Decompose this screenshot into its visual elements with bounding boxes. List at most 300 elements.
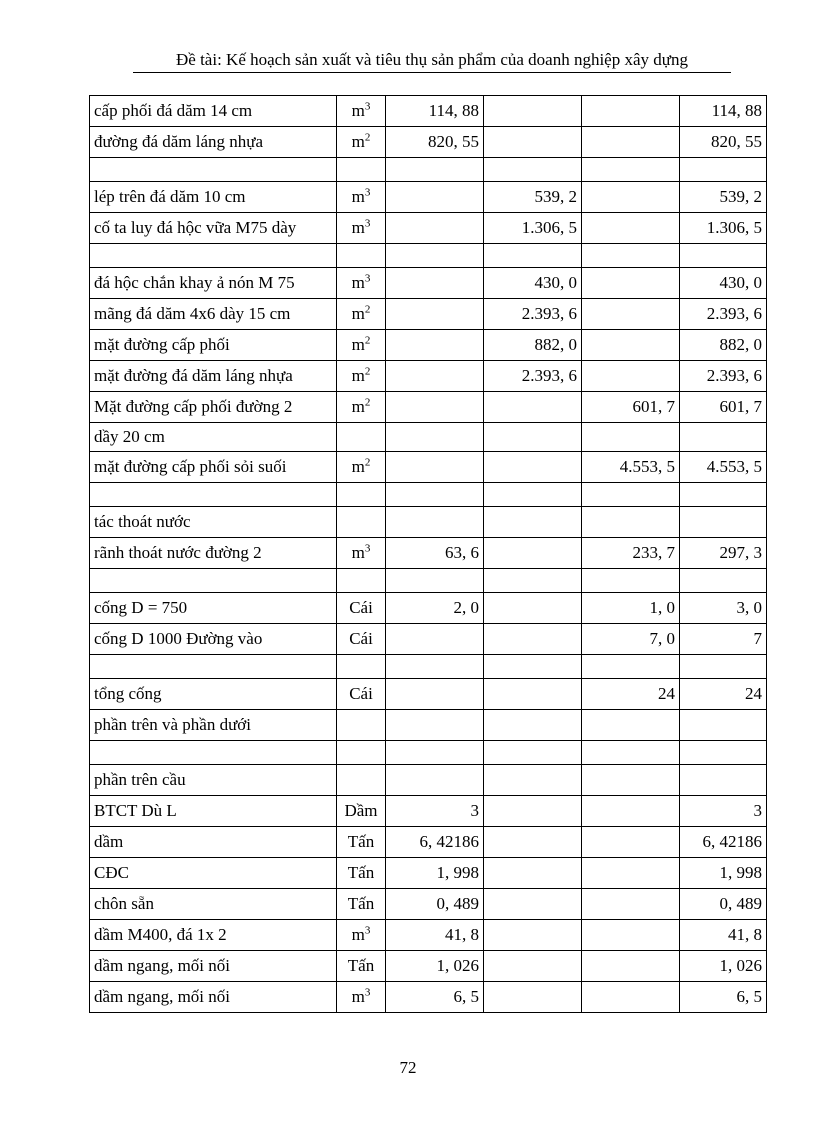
total-cell — [680, 655, 767, 679]
value-col1-cell — [386, 765, 484, 796]
unit-cell — [337, 483, 386, 507]
total-cell — [680, 920, 767, 951]
unit-cell — [337, 507, 386, 538]
value-col2-cell — [484, 213, 582, 244]
item-name-cell — [90, 796, 337, 827]
total-cell — [680, 452, 767, 483]
value-col1-cell — [386, 920, 484, 951]
value-col2-cell — [484, 330, 582, 361]
total-cell-text: 1.306, 5 — [706, 218, 762, 237]
item-name-cell — [90, 423, 337, 452]
value-col2-cell — [484, 679, 582, 710]
value-col3-cell — [582, 569, 680, 593]
unit-exponent: 3 — [364, 924, 371, 937]
unit-cell-text: m — [351, 457, 365, 476]
table-row — [90, 538, 767, 569]
unit-exponent: 3 — [364, 542, 371, 555]
total-cell-text: 882, 0 — [719, 335, 762, 354]
total-cell-text: 24 — [745, 684, 762, 703]
item-name-cell-text: tổng cống — [94, 684, 162, 703]
table-row — [90, 569, 767, 593]
item-name-cell-text: đá hộc chắn khay ả nón M 75 — [94, 273, 295, 292]
total-cell-text: 6, 42186 — [702, 832, 762, 851]
value-col2-cell — [484, 268, 582, 299]
total-cell — [680, 127, 767, 158]
total-cell — [680, 982, 767, 1013]
total-cell — [680, 624, 767, 655]
table-row — [90, 127, 767, 158]
value-col2-cell — [484, 765, 582, 796]
total-cell — [680, 741, 767, 765]
item-name-cell-text: phần trên cầu — [94, 770, 186, 789]
value-col1-cell — [386, 569, 484, 593]
value-col2-cell-text: 2.393, 6 — [521, 366, 577, 385]
unit-cell — [337, 889, 386, 920]
unit-cell-text: m — [351, 132, 365, 151]
item-name-cell — [90, 569, 337, 593]
value-col1-cell-text: 6, 5 — [453, 987, 479, 1006]
unit-cell — [337, 655, 386, 679]
value-col3-cell — [582, 330, 680, 361]
value-col1-cell — [386, 982, 484, 1013]
value-col3-cell — [582, 655, 680, 679]
value-col2-cell — [484, 182, 582, 213]
item-name-cell-text: đường đá dăm láng nhựa — [94, 132, 264, 151]
table-row — [90, 741, 767, 765]
table-row — [90, 213, 767, 244]
item-name-cell-text: dầm ngang, mối nối — [94, 987, 230, 1006]
unit-exponent: 2 — [364, 456, 371, 469]
unit-cell-text: Tấn — [347, 894, 375, 913]
value-col1-cell — [386, 361, 484, 392]
value-col3-cell-text: 601, 7 — [632, 397, 675, 416]
unit-cell — [337, 96, 386, 127]
page-header — [133, 48, 731, 73]
value-col2-cell — [484, 96, 582, 127]
total-cell — [680, 858, 767, 889]
value-col3-cell — [582, 593, 680, 624]
unit-cell — [337, 951, 386, 982]
item-name-cell-text: lép trên đá dăm 10 cm — [94, 187, 246, 206]
total-cell — [680, 392, 767, 423]
value-col1-cell — [386, 858, 484, 889]
unit-cell — [337, 624, 386, 655]
item-name-cell — [90, 982, 337, 1013]
unit-cell-text: Cái — [349, 598, 373, 617]
item-name-cell — [90, 96, 337, 127]
value-col3-cell — [582, 710, 680, 741]
value-col3-cell — [582, 423, 680, 452]
table-row — [90, 244, 767, 268]
item-name-cell-text: BTCT Dù L — [94, 801, 177, 820]
value-col1-cell — [386, 96, 484, 127]
table-row — [90, 982, 767, 1013]
value-col2-cell — [484, 483, 582, 507]
table-row — [90, 268, 767, 299]
item-name-cell-text: dầy 20 cm — [94, 427, 165, 446]
item-name-cell — [90, 483, 337, 507]
item-name-cell-text: dầm M400, đá 1x 2 — [94, 925, 227, 944]
item-name-cell-text: phần trên và phần dưới — [94, 715, 251, 734]
unit-exponent: 2 — [364, 334, 371, 347]
total-cell-text: 820, 55 — [711, 132, 762, 151]
unit-cell — [337, 569, 386, 593]
total-cell — [680, 593, 767, 624]
item-name-cell — [90, 741, 337, 765]
unit-cell — [337, 361, 386, 392]
unit-exponent: 2 — [364, 131, 371, 144]
unit-cell-text: Dầm — [344, 801, 378, 820]
unit-cell-text: Tấn — [347, 863, 375, 882]
total-cell-text: 601, 7 — [719, 397, 762, 416]
table-row — [90, 330, 767, 361]
value-col3-cell — [582, 213, 680, 244]
table-row — [90, 593, 767, 624]
unit-cell — [337, 679, 386, 710]
unit-cell-text: m — [351, 543, 365, 562]
value-col3-cell — [582, 538, 680, 569]
unit-cell — [337, 299, 386, 330]
value-col1-cell-text: 1, 998 — [436, 863, 479, 882]
value-col1-cell — [386, 796, 484, 827]
table-row — [90, 452, 767, 483]
table-row — [90, 483, 767, 507]
value-col2-cell — [484, 796, 582, 827]
total-cell — [680, 361, 767, 392]
value-col3-cell — [582, 158, 680, 182]
value-col1-cell — [386, 182, 484, 213]
item-name-cell — [90, 392, 337, 423]
value-col1-cell — [386, 268, 484, 299]
item-name-cell — [90, 827, 337, 858]
total-cell-text: 297, 3 — [719, 543, 762, 562]
table-row — [90, 796, 767, 827]
item-name-cell — [90, 268, 337, 299]
total-cell — [680, 827, 767, 858]
value-col3-cell-text: 233, 7 — [632, 543, 675, 562]
total-cell — [680, 268, 767, 299]
value-col3-cell — [582, 982, 680, 1013]
value-col3-cell — [582, 679, 680, 710]
value-col1-cell — [386, 624, 484, 655]
unit-cell — [337, 392, 386, 423]
value-col2-cell — [484, 889, 582, 920]
value-col2-cell — [484, 452, 582, 483]
item-name-cell-text: tác thoát nước — [94, 512, 191, 531]
total-cell — [680, 96, 767, 127]
item-name-cell — [90, 330, 337, 361]
item-name-cell-text: cống D = 750 — [94, 598, 188, 617]
value-col2-cell-text: 2.393, 6 — [521, 304, 577, 323]
value-col1-cell — [386, 213, 484, 244]
value-col1-cell — [386, 330, 484, 361]
unit-cell — [337, 423, 386, 452]
value-col2-cell — [484, 624, 582, 655]
unit-cell — [337, 710, 386, 741]
item-name-cell-text: chôn sẵn — [94, 894, 154, 913]
value-col1-cell — [386, 889, 484, 920]
unit-cell — [337, 244, 386, 268]
value-col1-cell-text: 820, 55 — [428, 132, 479, 151]
total-cell — [680, 423, 767, 452]
total-cell — [680, 299, 767, 330]
unit-exponent: 2 — [364, 303, 371, 316]
total-cell-text: 430, 0 — [719, 273, 762, 292]
item-name-cell-text: mặt đường cấp phối — [94, 335, 230, 354]
unit-cell-text: m — [351, 397, 365, 416]
value-col1-cell — [386, 741, 484, 765]
item-name-cell — [90, 452, 337, 483]
value-col2-cell — [484, 299, 582, 330]
table-row — [90, 158, 767, 182]
item-name-cell — [90, 951, 337, 982]
item-name-cell — [90, 655, 337, 679]
value-col1-cell — [386, 127, 484, 158]
value-col1-cell — [386, 244, 484, 268]
unit-cell — [337, 538, 386, 569]
total-cell — [680, 889, 767, 920]
value-col3-cell — [582, 268, 680, 299]
item-name-cell — [90, 593, 337, 624]
total-cell — [680, 710, 767, 741]
unit-exponent: 2 — [364, 365, 371, 378]
page-number: 72 — [399, 1058, 417, 1077]
value-col3-cell — [582, 127, 680, 158]
unit-cell — [337, 858, 386, 889]
unit-cell-text: Tấn — [347, 956, 375, 975]
value-col1-cell-text: 1, 026 — [436, 956, 479, 975]
total-cell — [680, 330, 767, 361]
value-col2-cell — [484, 507, 582, 538]
value-col1-cell — [386, 452, 484, 483]
unit-exponent: 3 — [364, 100, 371, 113]
total-cell-text: 1, 026 — [719, 956, 762, 975]
item-name-cell — [90, 624, 337, 655]
value-col1-cell — [386, 392, 484, 423]
total-cell — [680, 951, 767, 982]
unit-cell-text: m — [351, 218, 365, 237]
total-cell — [680, 538, 767, 569]
value-col1-cell — [386, 827, 484, 858]
item-name-cell — [90, 158, 337, 182]
value-col2-cell — [484, 710, 582, 741]
item-name-cell-text: Mặt đường cấp phối đường 2 — [94, 397, 293, 416]
unit-cell — [337, 127, 386, 158]
item-name-cell-text: CĐC — [94, 863, 129, 882]
unit-cell-text: Cái — [349, 629, 373, 648]
value-col2-cell — [484, 827, 582, 858]
value-col2-cell — [484, 741, 582, 765]
table-row — [90, 182, 767, 213]
value-col3-cell — [582, 452, 680, 483]
item-name-cell-text: dầm ngang, mối nối — [94, 956, 230, 975]
table-row — [90, 423, 767, 452]
item-name-cell — [90, 361, 337, 392]
unit-exponent: 3 — [364, 272, 371, 285]
item-name-cell-text: cống D 1000 Đường vào — [94, 629, 263, 648]
value-col2-cell — [484, 127, 582, 158]
item-name-cell — [90, 213, 337, 244]
value-col2-cell-text: 882, 0 — [534, 335, 577, 354]
value-col2-cell-text: 430, 0 — [534, 273, 577, 292]
value-col3-cell — [582, 299, 680, 330]
unit-cell — [337, 268, 386, 299]
unit-cell-text: m — [351, 273, 365, 292]
value-col3-cell — [582, 507, 680, 538]
item-name-cell — [90, 538, 337, 569]
table-row — [90, 889, 767, 920]
value-col3-cell — [582, 182, 680, 213]
table-row — [90, 624, 767, 655]
value-col3-cell — [582, 920, 680, 951]
total-cell — [680, 213, 767, 244]
value-col3-cell — [582, 858, 680, 889]
unit-exponent: 3 — [364, 186, 371, 199]
value-col3-cell — [582, 951, 680, 982]
value-col3-cell-text: 24 — [658, 684, 675, 703]
value-col3-cell-text: 1, 0 — [649, 598, 675, 617]
total-cell-text: 7 — [753, 629, 762, 648]
item-name-cell-text: cấp phối đá dăm 14 cm — [94, 101, 253, 120]
value-col2-cell — [484, 920, 582, 951]
unit-cell-text: m — [351, 366, 365, 385]
total-cell-text: 2.393, 6 — [706, 304, 762, 323]
value-col2-cell-text: 1.306, 5 — [521, 218, 577, 237]
table-row — [90, 858, 767, 889]
value-col3-cell — [582, 392, 680, 423]
unit-cell-text: Tấn — [347, 832, 375, 851]
table-row — [90, 920, 767, 951]
table-row — [90, 951, 767, 982]
value-col3-cell — [582, 244, 680, 268]
item-name-cell — [90, 244, 337, 268]
unit-cell — [337, 765, 386, 796]
total-cell — [680, 569, 767, 593]
value-col1-cell — [386, 158, 484, 182]
table-row — [90, 655, 767, 679]
value-col2-cell — [484, 158, 582, 182]
unit-cell — [337, 158, 386, 182]
value-col2-cell — [484, 361, 582, 392]
value-col2-cell — [484, 423, 582, 452]
value-col1-cell — [386, 423, 484, 452]
unit-cell — [337, 330, 386, 361]
total-cell — [680, 158, 767, 182]
unit-cell — [337, 796, 386, 827]
unit-cell-text: m — [351, 987, 365, 1006]
value-col2-cell — [484, 593, 582, 624]
total-cell — [680, 507, 767, 538]
table-row — [90, 827, 767, 858]
item-name-cell — [90, 765, 337, 796]
total-cell-text: 539, 2 — [719, 187, 762, 206]
item-name-cell — [90, 182, 337, 213]
unit-cell — [337, 182, 386, 213]
total-cell-text: 41, 8 — [728, 925, 762, 944]
table-row — [90, 96, 767, 127]
total-cell-text: 2.393, 6 — [706, 366, 762, 385]
table-row — [90, 507, 767, 538]
value-col1-cell — [386, 655, 484, 679]
item-name-cell-text: rãnh thoát nước đường 2 — [94, 543, 262, 562]
unit-cell-text: m — [351, 335, 365, 354]
value-col3-cell — [582, 483, 680, 507]
total-cell — [680, 765, 767, 796]
item-name-cell-text: mặt đường cấp phối sỏi suối — [94, 457, 287, 476]
item-name-cell-text: dầm — [94, 832, 124, 851]
value-col1-cell-text: 41, 8 — [445, 925, 479, 944]
total-cell-text: 3, 0 — [736, 598, 762, 617]
table-body — [90, 96, 767, 1013]
table-row — [90, 361, 767, 392]
value-col3-cell-text: 4.553, 5 — [619, 457, 675, 476]
unit-cell — [337, 827, 386, 858]
total-cell-text: 3 — [753, 801, 762, 820]
unit-cell-text: m — [351, 187, 365, 206]
value-col1-cell-text: 3 — [470, 801, 479, 820]
unit-cell-text: m — [351, 925, 365, 944]
table-row — [90, 765, 767, 796]
value-col2-cell — [484, 858, 582, 889]
value-col2-cell — [484, 538, 582, 569]
item-name-cell — [90, 127, 337, 158]
item-name-cell — [90, 507, 337, 538]
value-col3-cell — [582, 827, 680, 858]
value-col1-cell — [386, 483, 484, 507]
value-col1-cell — [386, 299, 484, 330]
unit-cell — [337, 213, 386, 244]
value-col1-cell — [386, 679, 484, 710]
total-cell — [680, 244, 767, 268]
unit-cell-text: m — [351, 101, 365, 120]
total-cell-text: 4.553, 5 — [706, 457, 762, 476]
value-col2-cell-text: 539, 2 — [534, 187, 577, 206]
value-col3-cell — [582, 741, 680, 765]
value-col2-cell — [484, 244, 582, 268]
value-col3-cell — [582, 624, 680, 655]
table-row — [90, 392, 767, 423]
value-col2-cell — [484, 951, 582, 982]
item-name-cell-text: mãng đá dăm 4x6 dày 15 cm — [94, 304, 291, 323]
total-cell — [680, 679, 767, 710]
value-col1-cell — [386, 538, 484, 569]
value-col3-cell — [582, 765, 680, 796]
value-col1-cell-text: 63, 6 — [445, 543, 479, 562]
table-row — [90, 299, 767, 330]
value-col1-cell-text: 6, 42186 — [419, 832, 479, 851]
item-name-cell — [90, 299, 337, 330]
total-cell-text: 6, 5 — [736, 987, 762, 1006]
item-name-cell — [90, 858, 337, 889]
unit-cell-text: Cái — [349, 684, 373, 703]
item-name-cell — [90, 710, 337, 741]
unit-cell-text: m — [351, 304, 365, 323]
value-col1-cell — [386, 951, 484, 982]
table-row — [90, 679, 767, 710]
item-name-cell — [90, 920, 337, 951]
value-col1-cell — [386, 710, 484, 741]
value-col1-cell-text: 114, 88 — [428, 101, 479, 120]
value-col2-cell — [484, 655, 582, 679]
item-name-cell-text: mặt đường đá dăm láng nhựa — [94, 366, 293, 385]
value-col3-cell-text: 7, 0 — [649, 629, 675, 648]
unit-cell — [337, 452, 386, 483]
unit-cell — [337, 593, 386, 624]
value-col1-cell-text: 2, 0 — [453, 598, 479, 617]
value-col1-cell-text: 0, 489 — [436, 894, 479, 913]
total-cell — [680, 796, 767, 827]
value-col3-cell — [582, 361, 680, 392]
